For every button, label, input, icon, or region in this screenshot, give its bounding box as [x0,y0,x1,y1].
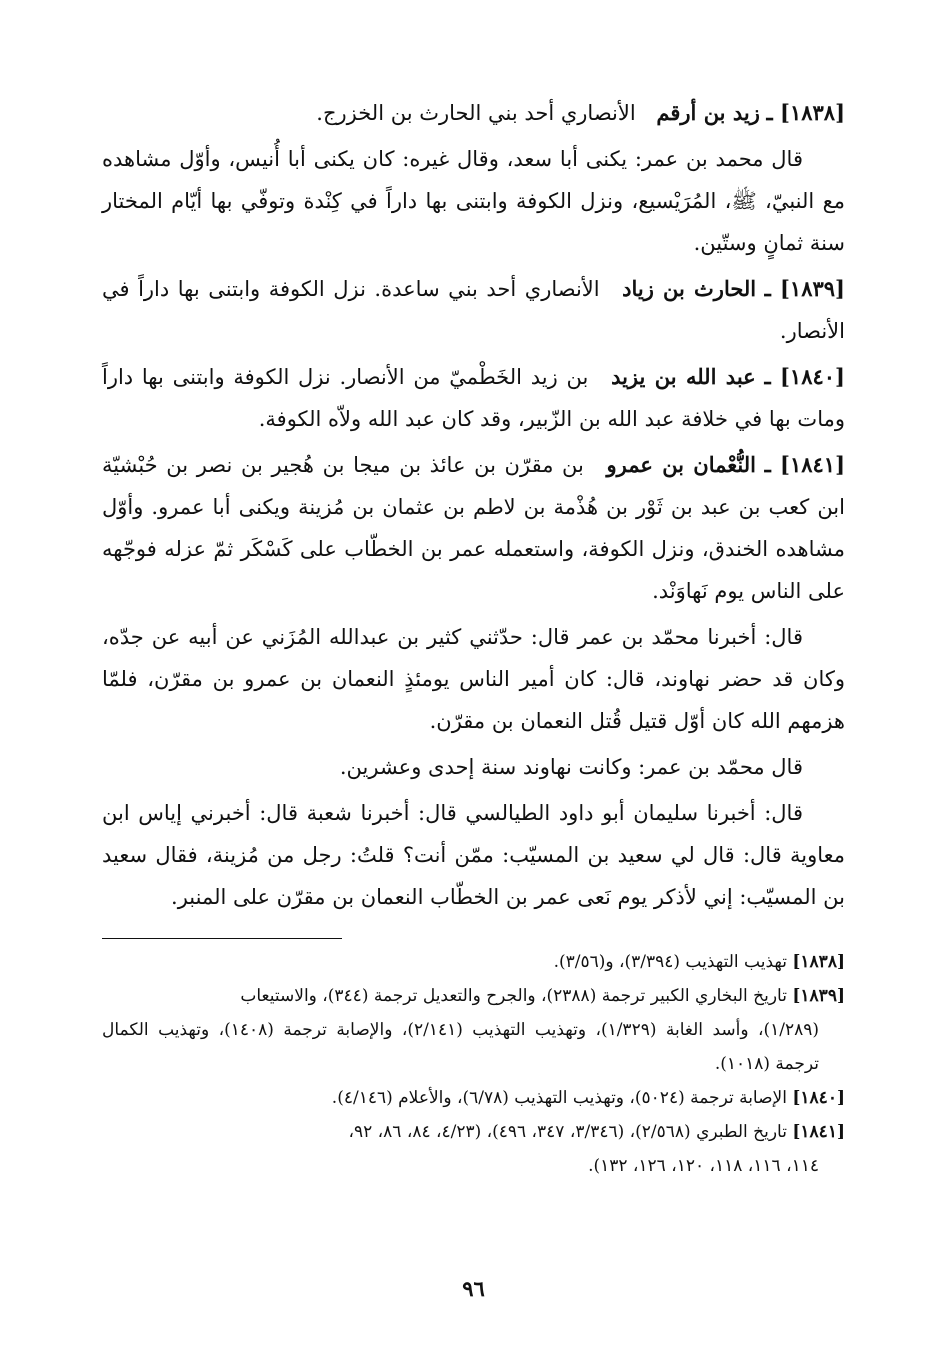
footnote-text: تاريخ الطبري (٢/٥٦٨)، (٣/٣٤٦، ٣٤٧، ٤٩٦)، (٤/٢٣، ٨٤، ٨٦، ٩٢، [348,1122,787,1142]
page-number: ٩٦ [462,1276,485,1301]
footnote-text: تاريخ البخاري الكبير ترجمة (٢٣٨٨)، والجرح والتعديل ترجمة (٣٤٤)، والاستيعاب [240,986,787,1006]
footnotes [102,945,845,1183]
footnote-ref: [١٨٣٨] [792,952,845,972]
entry-1840 [102,356,845,440]
footnote-continuation: (١/٢٨٩)، وأسد الغابة (١/٣٢٩)، وتهذيب التهذيب (٢/١٤١)، والإصابة ترجمة (١٤٠٨)، وتهذيب الكمال ترجمة (١٠١٨). [102,1020,819,1074]
entry-1839 [102,268,845,352]
entry-number: [١٨٤٠] ـ [764,364,845,389]
paragraph: قال: أخبرنا سليمان أبو داود الطيالسي قال: أخبرنا شعبة قال: أخبرني إياس ابن معاوية قال: قال لي سعيد بن المسيّب: ممّن أنت؟ قلتُ: رجل من مُزينة، فقال سعيد بن المسيّب: إني لأذكر يوم نَعى عمر بن الخطّاب النعمان بن مقرّن على المنبر. [102,801,845,909]
footnote-ref: [١٨٤١] [792,1122,845,1142]
footnote-1839 [102,979,845,1081]
footnote-text: تهذيب التهذيب (٣/٣٩٤)، و(٣/٥٦). [553,952,787,972]
footnote-1841 [102,1115,845,1183]
footnote-continuation: ١١٤، ١١٦، ١١٨، ١٢٠، ١٢٦، ١٣٢). [588,1156,819,1176]
footnote-ref: [١٨٤٠] [792,1088,845,1108]
footnote-1840 [102,1081,845,1115]
entry-number: [١٨٣٨] ـ [766,100,845,125]
paragraph: قال: أخبرنا محمّد بن عمر قال: حدّثني كثير بن عبدالله المُزَني عن أبيه عن جدّه، وكان قد حضر نهاوند، قال: كان أمير الناس يومئذٍ النعمان بن عمرو بن مقرّن، فلمّا هزمهم الله كان أوّل قتيل قُتل النعمان بن مقرّن. [102,625,845,733]
entry-number: [١٨٣٩] ـ [764,276,845,301]
footnote-divider [102,938,342,939]
entry-name: عبد الله بن يزيد [611,364,756,389]
main-text [102,92,845,918]
footnote-1838 [102,945,845,979]
entry-1838 [102,92,845,134]
footnote-text: الإصابة ترجمة (٥٠٢٤)، وتهذيب التهذيب (٦/٧٨)، والأعلام (٤/١٤٦). [331,1088,787,1108]
entry-text: بن زيد الخَطْميّ من الأنصار. نزل الكوفة وابتنى بها داراً ومات بها في خلافة عبد الله بن الزّبير، وقد كان عبد الله ولاّه الكوفة. [102,365,845,431]
entry-text: بن مقرّن بن عائذ بن ميجا بن هُجير بن نصر بن حُبْشيّة ابن كعب بن عبد بن ثَوْر بن هُذْمة بن لاطم بن عثمان بن مُزينة ويكنى أبا عمرو. وأوّل مشاهده الخندق، ونزل الكوفة، واستعمله عمر بن الخطّاب على كَسْكَر ثمّ عزله فوجّهه على الناس يوم نَهاوَنْد. [102,453,845,603]
entry-name: النُّعْمان بن عمرو [606,452,756,477]
paragraph: قال محمّد بن عمر: وكانت نهاوند سنة إحدى وعشرين. [339,755,803,779]
paragraph: قال محمد بن عمر: يكنى أبا سعد، وقال غيره: كان يكنى أبا أُنيس، وأوّل مشاهده مع النبيّ، ﷺ، المُرَيْسيع، ونزل الكوفة وابتنى بها داراً في كِنْدة وتوفّي بها أيّام المختار سنة ثمانٍ وستّين. [102,147,845,255]
entry-name: زيد بن أرقم [656,100,760,125]
entry-name: الحارث بن زياد [622,276,757,301]
entry-1841 [102,444,845,612]
footnote-ref: [١٨٣٩] [792,986,845,1006]
entry-text: الأنصاري أحد بني الحارث بن الخزرج. [316,101,636,125]
entry-number: [١٨٤١] ـ [764,452,845,477]
entry-text: الأنصاري أحد بني ساعدة. نزل الكوفة وابتنى بها داراً في الأنصار. [102,277,845,343]
